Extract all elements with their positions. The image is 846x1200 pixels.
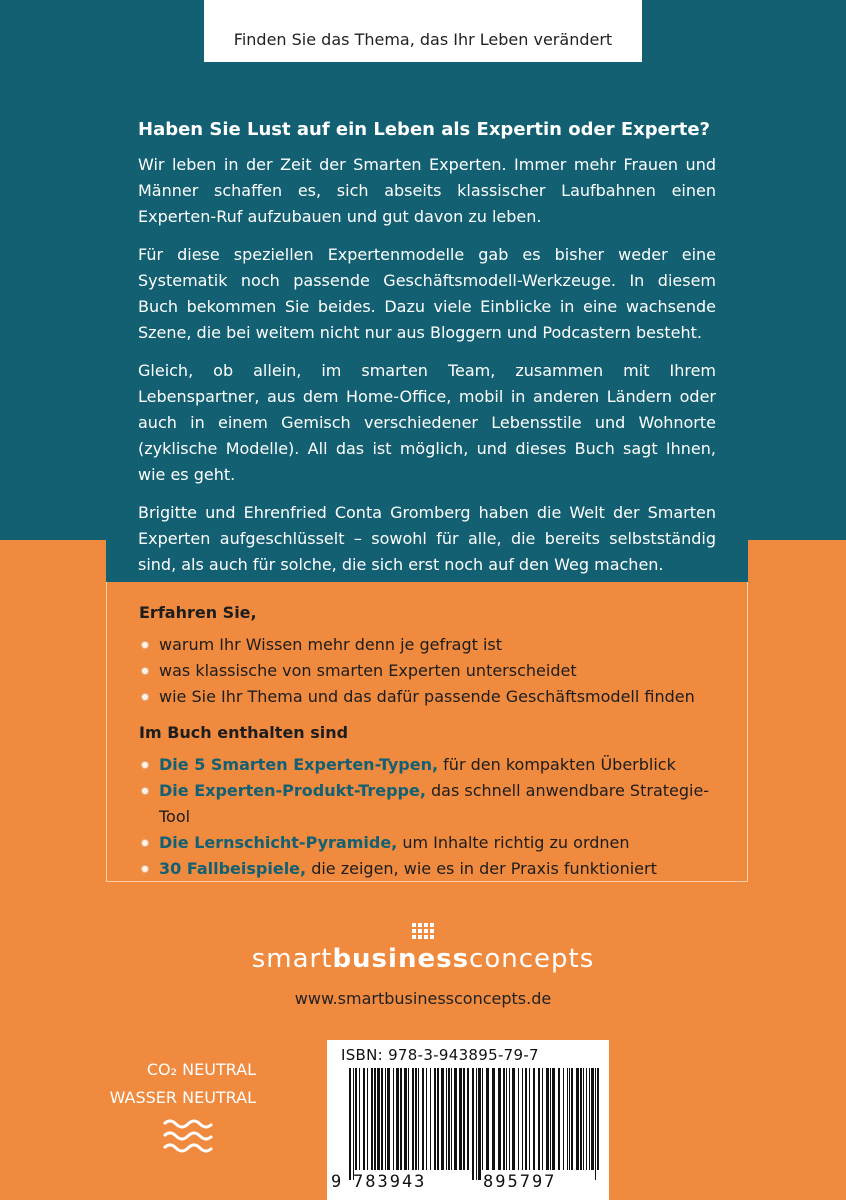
barcode-bar	[454, 1068, 457, 1170]
barcode-bar	[576, 1068, 579, 1170]
item-text: für den kompakten Überblick	[438, 755, 676, 774]
bullet-icon	[141, 787, 149, 795]
item-text: die zeigen, wie es in der Praxis funktioniert	[306, 859, 657, 878]
list-item	[139, 658, 715, 684]
list-item-text: wie Sie Ihr Thema und das dafür passende Geschäftsmodell finden	[159, 687, 695, 706]
learn-list	[139, 632, 715, 710]
list-item	[139, 778, 715, 830]
barcode-bar	[437, 1068, 439, 1170]
barcode-bar	[355, 1068, 357, 1170]
barcode-bar	[482, 1068, 483, 1170]
barcode-bar	[396, 1068, 399, 1170]
intro-paragraph: Brigitte und Ehrenfried Conta Gromberg haben die Welt der Smarten Experten aufgeschlüsselt – sowohl für alle, die bereits selbstständig sind, als auch für solche, die sich erst noch auf den Weg machen.	[138, 503, 716, 574]
item-highlight: 30 Fallbeispiele,	[159, 859, 307, 878]
barcode-bar	[533, 1068, 535, 1170]
list-item	[139, 684, 715, 710]
water-label: WASSER NEUTRAL	[109, 1088, 256, 1107]
barcode-bar	[387, 1068, 390, 1170]
publisher-name	[0, 943, 846, 975]
item-highlight: Die 5 Smarten Experten-Typen,	[159, 755, 439, 774]
barcode-bar	[569, 1068, 570, 1170]
barcode-bar	[422, 1068, 424, 1170]
bullet-icon	[141, 693, 149, 701]
barcode-digit-first: 9	[331, 1172, 342, 1192]
publisher-name-part: smart	[251, 944, 333, 974]
contents-list	[139, 752, 715, 882]
barcode-bar	[448, 1068, 450, 1170]
barcode-bar	[538, 1068, 540, 1170]
bullet-icon	[141, 839, 149, 847]
item-highlight: Die Experten-Produkt-Treppe,	[159, 781, 426, 800]
barcode-bar	[563, 1068, 564, 1170]
barcode-bar	[393, 1068, 394, 1170]
barcode-bar	[580, 1068, 582, 1170]
intro-paragraph: Gleich, ob allein, im smarten Team, zusammen mit Ihrem Lebenspartner, aus dem Home-Office, mobil in anderen Ländern oder auch in einem Gemisch verschiedener Lebensstile und Wohnorte (zyklische Modelle). All das ist möglich, und dieses Buch sagt Ihnen, wie es geht.	[138, 361, 716, 484]
barcode-bar	[498, 1068, 501, 1170]
barcode-bar	[472, 1068, 474, 1180]
tagline: Finden Sie das Thema, das Ihr Leben verändert	[233, 30, 613, 49]
water-waves-icon	[162, 1116, 216, 1160]
barcode-bar	[374, 1068, 376, 1170]
barcode-bar	[476, 1068, 477, 1180]
barcode-bar	[506, 1068, 507, 1170]
barcode-bar	[415, 1068, 417, 1170]
barcode-bar	[591, 1068, 594, 1170]
benefits-box	[106, 582, 748, 882]
barcode-bar	[371, 1068, 373, 1170]
item-text: um Inhalte richtig zu ordnen	[397, 833, 630, 852]
barcode-bar	[381, 1068, 383, 1170]
barcode-bar	[467, 1068, 469, 1170]
barcode-bar	[546, 1068, 549, 1170]
barcode-bar	[430, 1068, 431, 1170]
barcode-bar	[363, 1068, 365, 1170]
barcode-digit-group: 895797	[483, 1172, 557, 1192]
intro-paragraph: Wir leben in der Zeit der Smarten Experten. Immer mehr Frauen und Männer schaffen es, sich abseits klassischer Laufbahnen einen Experten-Ruf aufzubauen und gut davon zu leben.	[138, 155, 716, 226]
barcode-bar	[586, 1068, 587, 1170]
barcode-bar	[459, 1068, 462, 1170]
intro-title: Haben Sie Lust auf ein Leben als Expertin oder Experte?	[138, 119, 710, 140]
barcode-bar	[478, 1068, 481, 1180]
barcode-bar	[404, 1068, 407, 1170]
barcode-bar	[518, 1068, 519, 1170]
contents-heading: Im Buch enthalten sind	[139, 723, 349, 742]
list-item-text: warum Ihr Wissen mehr denn je gefragt ist	[159, 635, 503, 654]
publisher-block	[0, 912, 846, 1008]
isbn-number: ISBN: 978-3-943895-79-7	[341, 1046, 539, 1064]
barcode-bar	[571, 1068, 573, 1170]
barcode-bar	[595, 1068, 596, 1180]
list-item-text: was klassische von smarten Experten unterscheidet	[159, 661, 577, 680]
barcode-bar	[597, 1068, 599, 1170]
publisher-name-part: business	[332, 944, 470, 974]
item-text: das schnell anwendbare Strategie-Tool	[159, 781, 710, 826]
barcode-bar	[512, 1068, 515, 1170]
bullet-icon	[141, 641, 149, 649]
barcode-bar	[446, 1068, 447, 1170]
barcode-bar	[412, 1068, 414, 1170]
publisher-name-part: concepts	[469, 944, 595, 974]
eco-labels	[104, 1056, 256, 1112]
bullet-icon	[141, 667, 149, 675]
barcode-bar	[418, 1068, 419, 1170]
barcode-bar	[367, 1068, 368, 1170]
barcode-bar	[558, 1068, 560, 1170]
barcode-bar	[522, 1068, 523, 1170]
barcode-bar	[567, 1068, 568, 1170]
barcode	[327, 1040, 609, 1200]
barcode-bar	[463, 1068, 465, 1170]
item-highlight: Die Lernschicht-Pyramide,	[159, 833, 398, 852]
list-item	[139, 830, 715, 856]
barcode-bar	[550, 1068, 551, 1170]
barcode-bar	[385, 1068, 386, 1170]
barcode-bar	[408, 1068, 409, 1170]
bullet-icon	[141, 865, 149, 873]
barcode-bar	[359, 1068, 360, 1170]
barcode-bar	[434, 1068, 436, 1170]
publisher-logo-icon	[412, 923, 434, 939]
barcode-bar	[492, 1068, 495, 1170]
barcode-bar	[583, 1068, 584, 1170]
barcode-bar	[529, 1068, 530, 1170]
co2-label: CO₂ NEUTRAL	[146, 1060, 256, 1079]
bullet-icon	[141, 761, 149, 769]
barcode-bar	[400, 1068, 402, 1170]
barcode-bar	[525, 1068, 527, 1170]
barcode-bar	[503, 1068, 505, 1170]
list-item	[139, 632, 715, 658]
barcode-bar	[353, 1068, 354, 1180]
barcode-bar	[377, 1068, 380, 1170]
list-item	[139, 856, 715, 882]
barcode-bar	[451, 1068, 452, 1170]
barcode-bar	[349, 1068, 351, 1180]
barcode-digit-group: 783943	[353, 1172, 427, 1192]
tagline-tab	[204, 0, 642, 62]
publisher-url[interactable]: www.smartbusinessconcepts.de	[294, 989, 552, 1008]
barcode-bar	[426, 1068, 427, 1170]
list-item	[139, 752, 715, 778]
intro-paragraph: Für diese speziellen Expertenmodelle gab es bisher weder eine Systematik noch passende Geschäftsmodell-Werkzeuge. In diesem Buch bekommen Sie beides. Dazu viele Einblicke in eine wachsende Szene, die bei weitem nicht nur aus Bloggern und Podcastern besteht.	[138, 245, 716, 342]
barcode-bar	[509, 1068, 510, 1170]
barcode-bar	[552, 1068, 555, 1170]
intro-panel	[106, 100, 748, 582]
learn-heading: Erfahren Sie,	[139, 603, 257, 622]
barcode-bar	[441, 1068, 444, 1170]
barcode-bar	[486, 1068, 489, 1170]
barcode-bar	[542, 1068, 543, 1170]
barcode-bar	[589, 1068, 590, 1170]
